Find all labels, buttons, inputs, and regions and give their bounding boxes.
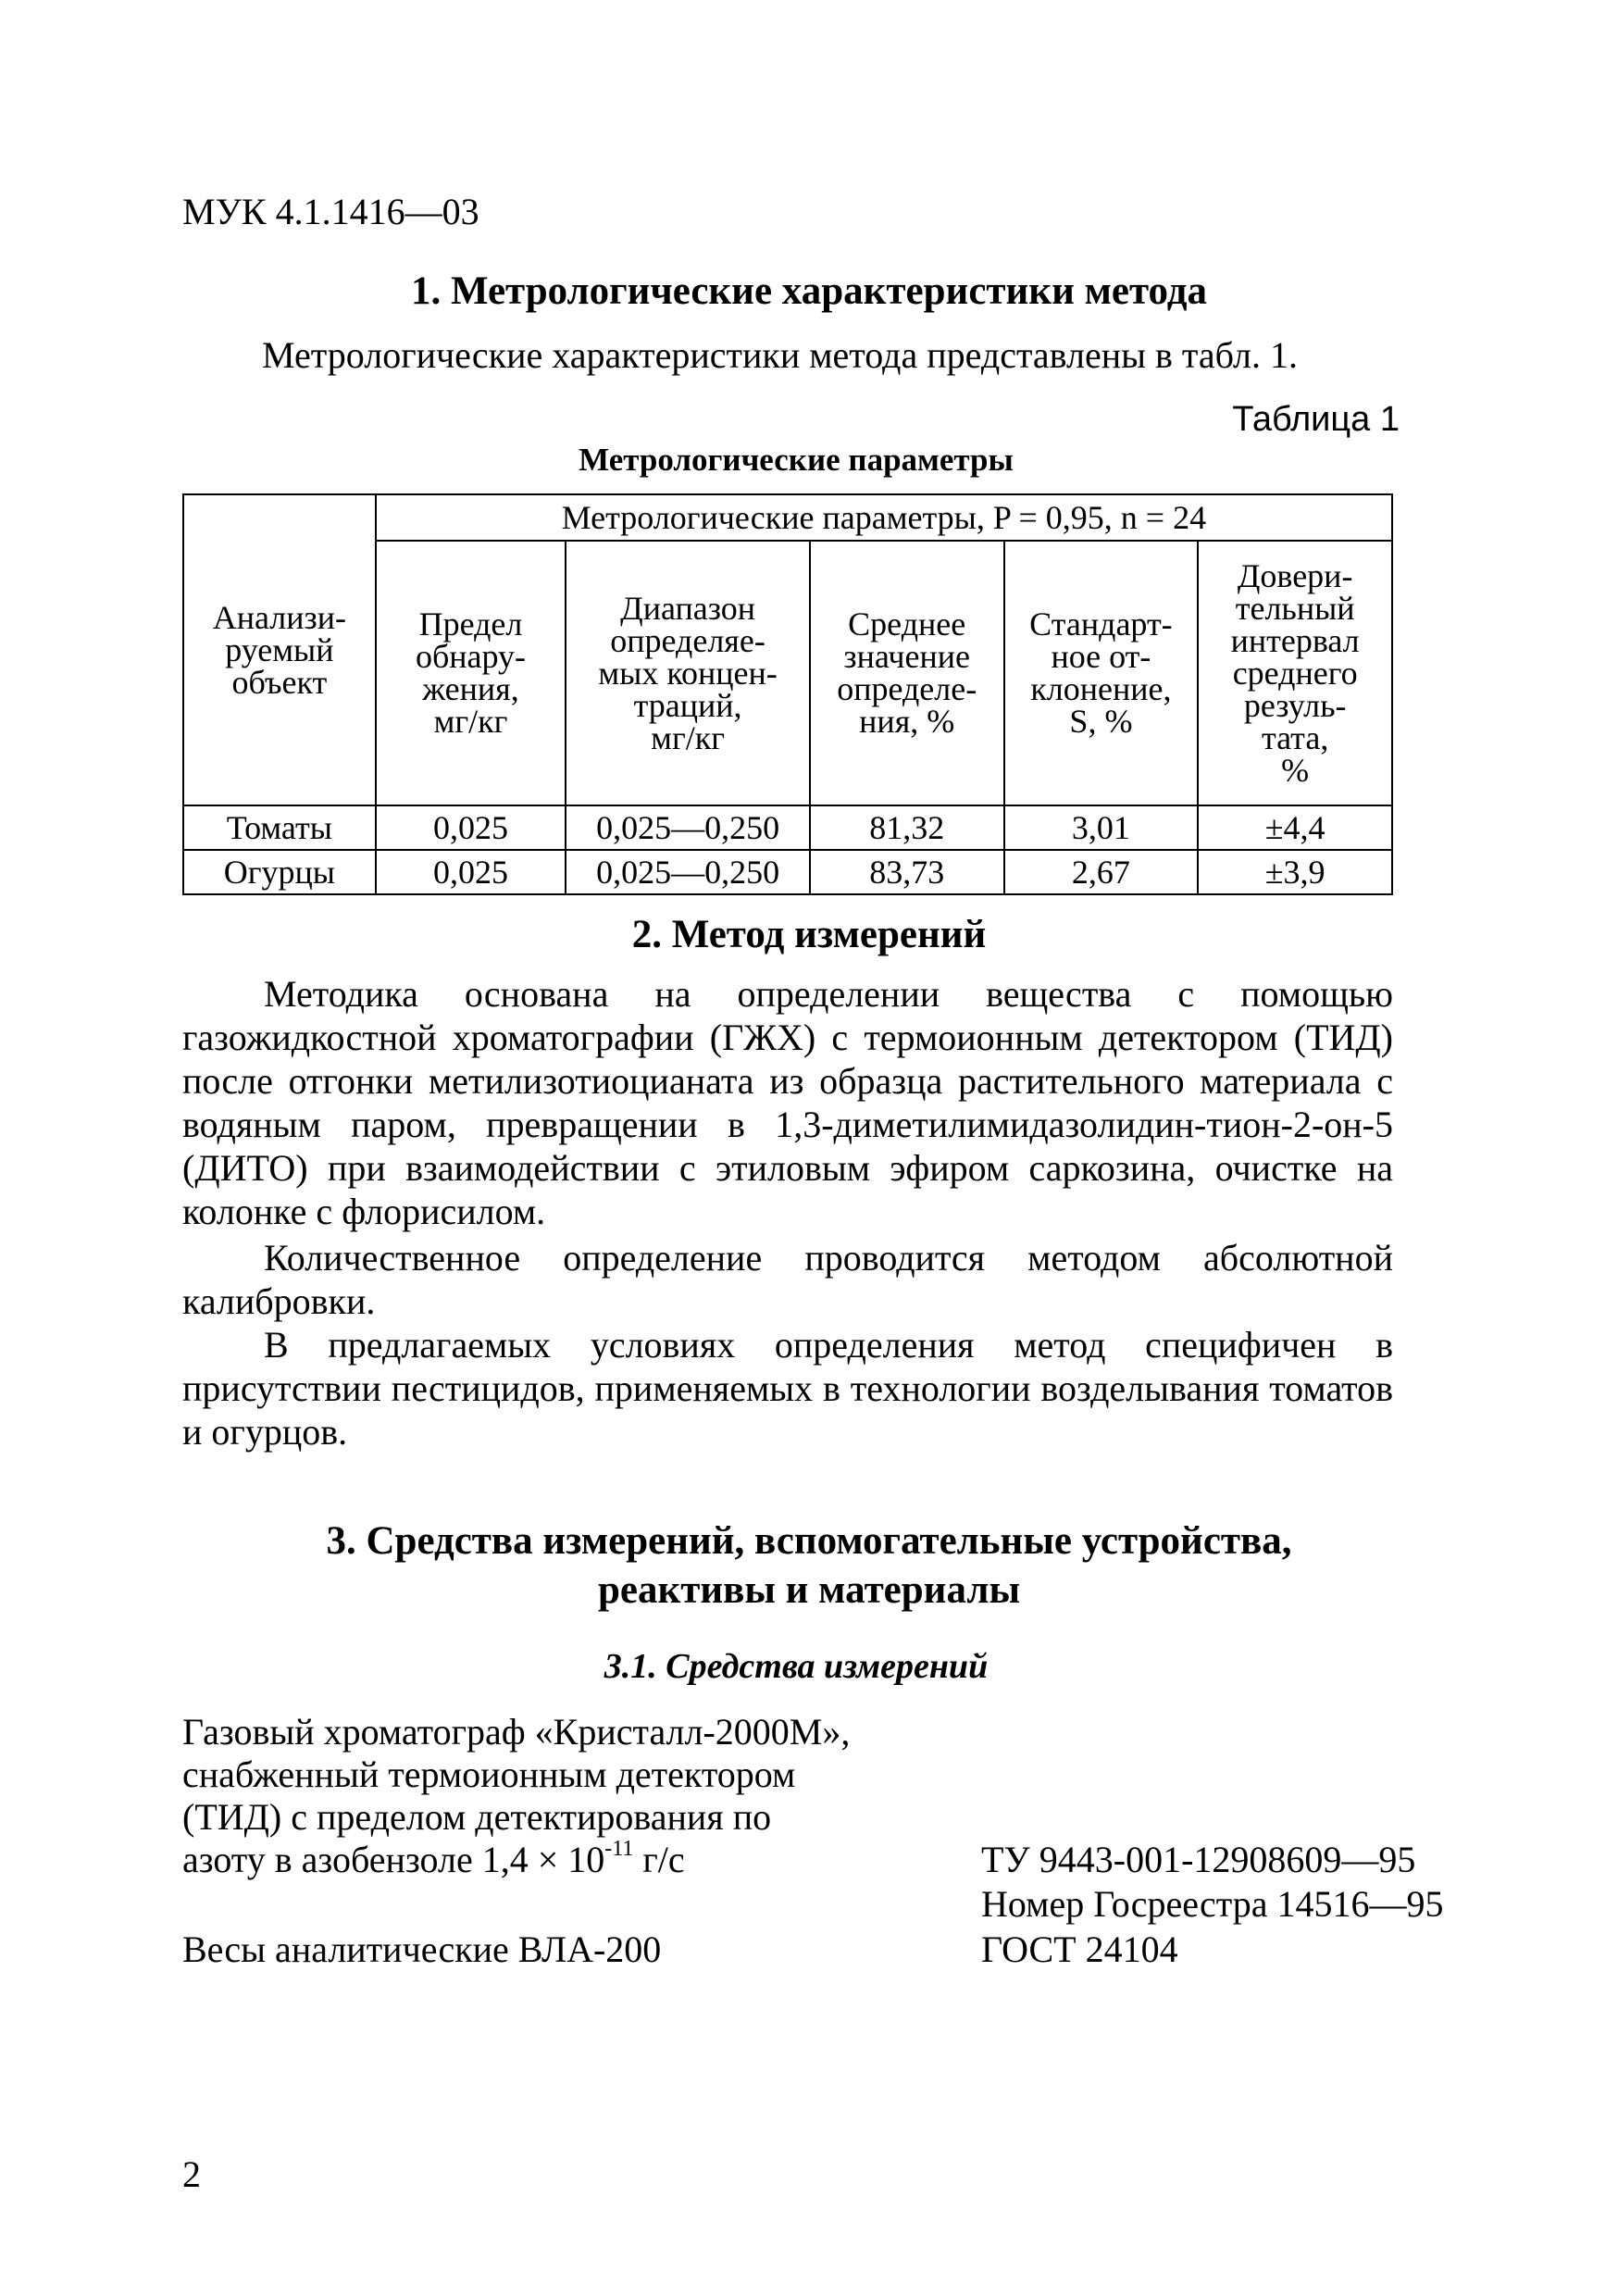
equipment-chromatograph (182, 1711, 850, 1881)
scales-standard: ГОСТ 24104 (981, 1928, 1178, 1970)
cell-range: 0,025—0,250 (566, 805, 810, 850)
section-3-title: 3. Средства измерений, вспомогательные устройства, (326, 1519, 1292, 1563)
header-std: Стандарт- ное от- клонение, S, % (1004, 541, 1199, 805)
table-title: Метрологические параметры (579, 442, 1014, 478)
cell-std: 2,67 (1004, 850, 1199, 894)
metrology-table (182, 493, 1393, 895)
document-code: МУК 4.1.1416—03 (182, 191, 479, 232)
header-detection-limit: Предел обнару- жения, мг/кг (376, 541, 566, 805)
section-1-intro: Метрологические характеристики метода представлены в табл. 1. (262, 334, 1298, 376)
equipment-line: (ТИД) с пределом детектирования по (182, 1796, 772, 1838)
equipment-scales: Весы аналитические ВЛА-200 (182, 1928, 662, 1970)
subsection-title: 3.1. Средства измерений (604, 1647, 989, 1686)
cell-std: 3,01 (1004, 805, 1199, 850)
section-1-title: 1. Метрологические характеристики метода (410, 269, 1208, 313)
section-2-paragraph: В предлагаемых условиях определения метод специфичен в присутствии пестицидов, применяемых в технологии возделывания томатов и огурцов. (182, 1324, 1393, 1453)
equipment-line: Газовый хроматограф «Кристалл-2000М», (182, 1711, 851, 1753)
chromatograph-registry: Номер Госреестра 14516—95 (981, 1883, 1444, 1925)
detection-text: азоту в азобензоле 1,4 × 10 (182, 1839, 605, 1880)
table-row (183, 805, 1392, 850)
cell-interval: ±3,9 (1198, 850, 1392, 894)
exponent: -11 (604, 1837, 634, 1861)
section-3-title-line2: реактивы и материалы (597, 1568, 1021, 1612)
table-row (183, 850, 1392, 894)
section-2-paragraph: Методика основана на определении вещества с помощью газожидкостной хроматографии (ГЖХ) с термоионным детектором (ТИД) после отгонки метилизотиоцианата из образца растительного материала с водяным паром, превращении в 1,3-диметилимидазолидин-тион-2-он-5 (ДИТО) при взаимодействии с этиловым эфиром саркозина, очистке на колонке с флорисилом. (182, 973, 1393, 1232)
section-2-title: 2. Метод измерений (631, 913, 987, 956)
cell-interval: ±4,4 (1198, 805, 1392, 850)
unit: г/с (633, 1839, 685, 1880)
equipment-line: снабженный термоионным детектором (182, 1753, 796, 1795)
chromatograph-spec: ТУ 9443-001-12908609—95 (981, 1839, 1416, 1880)
cell-mean: 83,73 (810, 850, 1004, 894)
header-object: Анализи- руемый объект (183, 494, 376, 805)
header-interval: Довери- тельный интервал среднего резуль- тата, % (1198, 541, 1392, 805)
header-mean: Среднее значение определе- ния, % (810, 541, 1004, 805)
cell-limit: 0,025 (376, 805, 566, 850)
cell-mean: 81,32 (810, 805, 1004, 850)
cell-object: Томаты (183, 805, 376, 850)
header-range: Диапазон определяе- мых концен- траций, мг/кг (566, 541, 810, 805)
cell-object: Огурцы (183, 850, 376, 894)
page-number: 2 (182, 2153, 201, 2195)
section-2-paragraph: Количественное определение проводится методом абсолютной калибровки. (182, 1237, 1393, 1322)
cell-limit: 0,025 (376, 850, 566, 894)
header-group: Метрологические параметры, P = 0,95, n = 24 (376, 494, 1392, 541)
table-caption: Таблица 1 (1232, 400, 1400, 439)
equipment-line (182, 1839, 850, 1881)
cell-range: 0,025—0,250 (566, 850, 810, 894)
